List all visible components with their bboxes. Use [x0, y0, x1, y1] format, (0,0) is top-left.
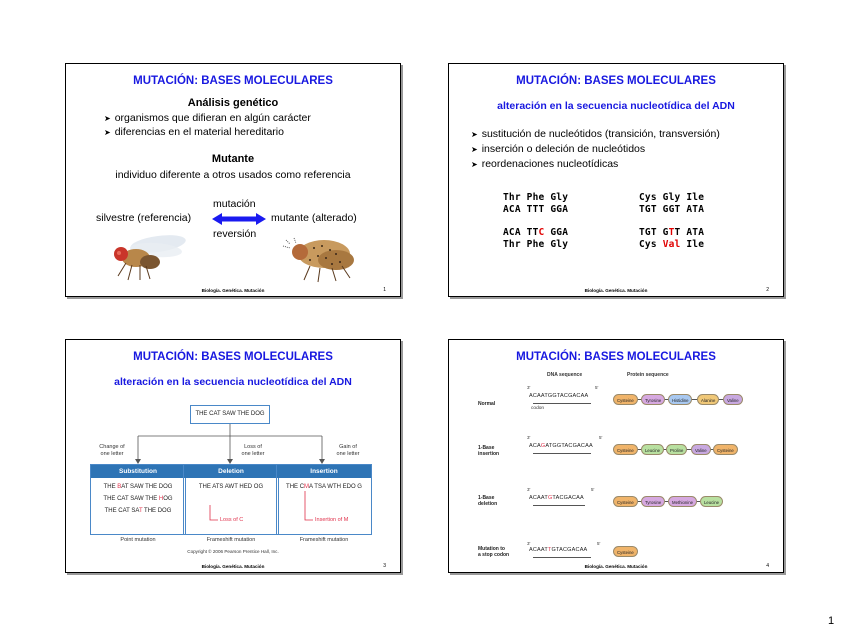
slide-number: 1	[383, 287, 386, 293]
amino-acid-valine: Valine	[691, 444, 711, 455]
codon-aa-right-top: Cys Gly Ile	[639, 192, 705, 203]
slide-footer: Biología. Genética. Mutación	[584, 564, 648, 569]
insertion-heading: Insertion	[277, 465, 371, 478]
five-prime-label: 5'	[591, 487, 595, 492]
five-prime-label: 5'	[595, 385, 599, 390]
amino-acid-alanine: Alanine	[697, 394, 719, 405]
slide-title: MUTACIÓN: BASES MOLECULARES	[133, 75, 333, 87]
codon-label: codon	[531, 406, 545, 411]
copyright-note: Copyright © 2006 Pearson Prentice Hall, Inc.	[187, 549, 279, 554]
slide-title: MUTACIÓN: BASES MOLECULARES	[516, 351, 716, 363]
row-label-insertion: 1-Base insertion	[478, 445, 500, 457]
mutant-definition: individuo diferente a otros usados como referencia	[115, 169, 351, 181]
substitution-box	[90, 464, 186, 535]
codon-aa-left-bottom: Thr Phe Gly	[503, 239, 569, 250]
label-loss: Loss of one letter	[241, 444, 265, 457]
five-prime-label: 5'	[597, 541, 601, 546]
substitution-line-1: THE BAT SAW THE DOG	[103, 484, 173, 490]
slide-title: MUTACIÓN: BASES MOLECULARES	[516, 75, 716, 87]
page-number: 1	[828, 615, 835, 627]
amino-acid-leucine: Leucine	[700, 496, 723, 507]
row-label-normal: Normal	[478, 401, 496, 407]
amino-acid-valine: Valine	[723, 394, 743, 405]
five-prime-label: 5'	[599, 435, 603, 440]
slide-2	[448, 63, 784, 297]
slide-number: 2	[766, 287, 769, 293]
original-sentence-box: THE CAT SAW THE DOG	[190, 405, 270, 424]
codon-dna-right-top: TGT GGT ATA	[639, 204, 705, 215]
wild-type-label: silvestre (referencia)	[96, 212, 192, 224]
bullet-arrow-icon: ➤	[104, 128, 111, 137]
dna-column-header: DNA sequence	[547, 372, 583, 378]
row-label-deletion: 1-Base deletion	[478, 495, 498, 507]
bullet-arrow-icon: ➤	[471, 130, 478, 139]
amino-acid-histidine: Histidine	[668, 394, 692, 405]
insertion-line: THE CMA TSA WTH EDO G	[286, 484, 362, 490]
amino-acid-tyrosine: Tyrosine	[641, 496, 665, 507]
slide-title: MUTACIÓN: BASES MOLECULARES	[133, 351, 333, 363]
slide-subtitle: alteración en la secuencia nucleotídica del ADN	[114, 376, 352, 388]
row-label-stop-codon: Mutation to a stop codon	[478, 546, 510, 558]
amino-acid-cysteine: Cysteine	[613, 546, 638, 557]
slide-number: 3	[383, 563, 386, 569]
codon-dna-left-top: ACA TTT GGA	[503, 204, 569, 215]
bullet-item: ➤ inserción o deleción de nucleótidos	[471, 143, 646, 155]
codon-dna-right-bottom: TGT GTT ATA	[639, 227, 705, 238]
bullet-item: ➤ sustitución de nucleótidos (transición, transversión)	[471, 128, 720, 140]
codon-ticks	[533, 503, 585, 506]
deletion-line: THE ATS AWT HED OG	[198, 484, 264, 490]
slide-1	[65, 63, 401, 297]
slide-3	[65, 339, 401, 573]
mutant-label: mutante (alterado)	[271, 212, 357, 224]
bullet-arrow-icon: ➤	[471, 145, 478, 154]
dna-sequence-normal: ACAATGGTACGACAA	[529, 393, 589, 399]
dna-sequence-deletion: ACAATGTACGACAA	[529, 495, 584, 501]
slide-footer: Biología. Genética. Mutación	[201, 564, 265, 569]
bullet-item: ➤ reordenaciones nucleotídicas	[471, 158, 619, 170]
wild-type-fly-image	[106, 230, 190, 284]
three-prime-label: 3'	[527, 487, 531, 492]
codon-aa-left-top: Thr Phe Gly	[503, 192, 569, 203]
amino-acid-cysteine: Cysteine	[613, 394, 638, 405]
slide-footer: Biología. Genética. Mutación	[584, 288, 648, 293]
label-gain: Gain of one letter	[336, 444, 360, 457]
amino-acid-cysteine: Cysteine	[613, 444, 638, 455]
mutation-label: mutación	[213, 198, 256, 210]
slide-4	[448, 339, 784, 573]
amino-acid-leucine: Leucine	[641, 444, 664, 455]
substitution-line-2: THE CAT SAW THE HOG	[103, 496, 173, 502]
deletion-note: Loss of C	[220, 517, 244, 523]
dna-sequence-insertion: ACAGATGGTACGACAA	[529, 443, 593, 449]
codon-ticks	[533, 451, 591, 454]
bullet-arrow-icon: ➤	[104, 114, 111, 123]
section-heading: Análisis genético	[187, 97, 279, 109]
protein-column-header: Protein sequence	[627, 372, 669, 378]
deletion-caption: Frameshift mutation	[206, 537, 256, 543]
amino-acid-cysteine: Cysteine	[613, 496, 638, 507]
slide-footer: Biología. Genética. Mutación	[201, 288, 265, 293]
deletion-heading: Deletion	[184, 465, 278, 478]
substitution-heading: Substitution	[91, 465, 185, 478]
codon-ticks	[533, 555, 591, 558]
bullet-item: ➤ organismos que difieran en algún carácter	[104, 112, 311, 124]
dna-sequence-stop: ACAATTGTACGACAA	[529, 547, 588, 553]
three-prime-label: 3'	[527, 541, 531, 546]
codon-ticks	[533, 401, 591, 404]
deletion-box	[183, 464, 279, 535]
mutant-heading: Mutante	[211, 153, 255, 165]
reversion-label: reversión	[213, 228, 257, 240]
three-prime-label: 3'	[527, 385, 531, 390]
codon-dna-left-bottom: ACA TTC GGA	[503, 227, 569, 238]
insertion-caption: Frameshift mutation	[299, 537, 349, 543]
label-change: Change of one letter	[99, 444, 125, 457]
amino-acid-tyrosine: Tyrosine	[641, 394, 665, 405]
slide-number: 4	[766, 563, 769, 569]
slide-subtitle: alteración en la secuencia nucleotídica del ADN	[497, 100, 735, 112]
bullet-arrow-icon: ➤	[471, 160, 478, 169]
substitution-caption: Point mutation	[120, 537, 156, 543]
insertion-box	[276, 464, 372, 535]
three-prime-label: 3'	[527, 435, 531, 440]
double-arrow-icon	[212, 213, 266, 225]
amino-acid-methionine: Methionine	[668, 496, 697, 507]
bullet-item: ➤ diferencias en el material hereditario	[104, 126, 284, 138]
substitution-line-3: THE CAT SAT THE DOG	[104, 508, 172, 514]
amino-acid-proline: Proline	[666, 444, 687, 455]
insertion-note: Insertion of M	[315, 517, 349, 523]
amino-acid-cysteine: Cysteine	[713, 444, 738, 455]
mutant-fly-image	[280, 234, 364, 284]
codon-aa-right-bottom: Cys Val Ile	[639, 239, 705, 250]
